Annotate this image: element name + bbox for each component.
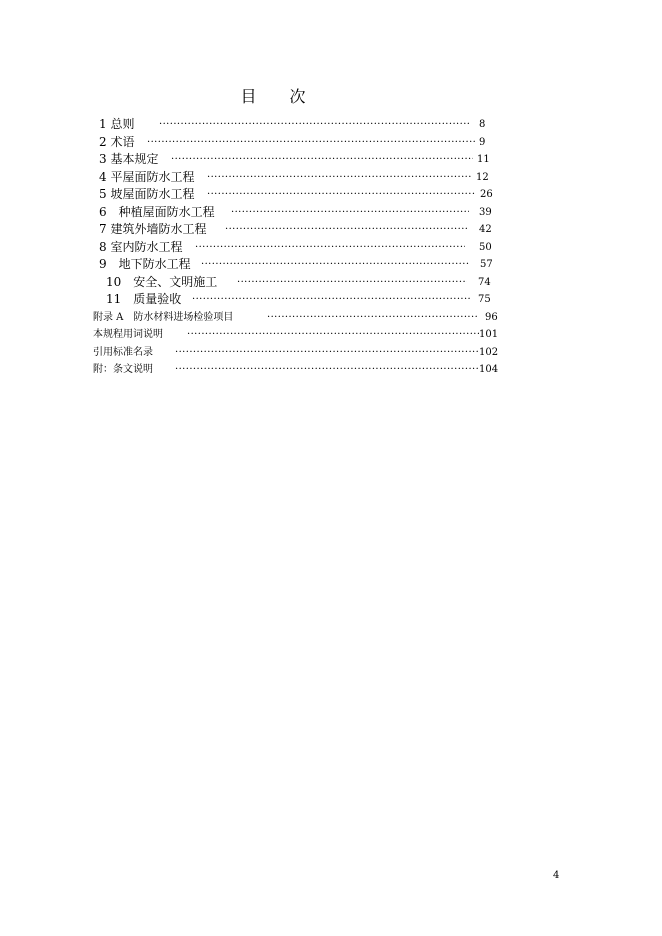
toc-entry-page: 102 — [479, 346, 499, 358]
toc-leader — [175, 344, 479, 362]
toc-entry-sloped-roof[interactable] — [99, 186, 501, 204]
toc-leader — [207, 186, 475, 204]
toc-entry-label: 7 建筑外墙防水工程 — [99, 221, 208, 239]
toc-entry-terms[interactable] — [99, 134, 501, 152]
toc-entry-label: 3 基本规定 — [99, 151, 160, 169]
toc-entry-page: 8 — [479, 119, 486, 130]
toc-entry-page: 101 — [479, 329, 499, 340]
toc-entry-safety[interactable] — [99, 274, 501, 292]
toc-entry-page: 12 — [476, 171, 489, 183]
toc-leader — [147, 134, 475, 152]
toc-entry-page: 26 — [480, 189, 493, 200]
toc-leader — [192, 291, 470, 309]
toc-entry-page: 42 — [479, 224, 492, 235]
toc-entry-label: 9 地下防水工程 — [99, 256, 193, 274]
toc-leader — [187, 326, 479, 344]
toc-entry-label: 8 室内防水工程 — [99, 239, 184, 257]
toc-leader — [175, 361, 479, 379]
toc-entry-underground[interactable] — [99, 256, 501, 274]
toc-leader — [207, 169, 471, 187]
page-number: 4 — [553, 870, 560, 881]
toc-entry-page: 104 — [479, 364, 499, 375]
toc-entry-page: 39 — [479, 206, 492, 218]
toc-entry-page: 11 — [477, 154, 490, 165]
toc-entry-label: 本规程用词说明 — [93, 326, 165, 344]
toc-leader — [195, 239, 465, 257]
toc-leader — [159, 116, 471, 134]
toc-leader — [267, 309, 477, 327]
toc-entry-label: 引用标准名录 — [93, 344, 155, 362]
toc-entry-clause-explanation[interactable] — [93, 361, 501, 379]
toc-entry-page: 96 — [485, 311, 498, 323]
toc-entry-label: 附录 A 防水材料进场检验项目 — [93, 309, 235, 327]
toc-leader — [201, 256, 469, 274]
toc-entry-page: 75 — [478, 294, 491, 305]
toc-entry-quality-acceptance[interactable] — [99, 291, 501, 309]
toc-entry-appendix-a[interactable] — [93, 309, 501, 327]
toc-leader — [231, 204, 469, 222]
toc-entry-label: 10 安全、文明施工 — [106, 274, 219, 292]
toc-title: 目 次 — [240, 87, 320, 106]
toc-entry-label: 2 术语 — [99, 134, 136, 152]
table-of-contents — [93, 116, 501, 379]
toc-entry-page: 57 — [480, 259, 493, 270]
toc-entry-label: 6 种植屋面防水工程 — [99, 204, 217, 222]
toc-entry-flat-roof[interactable] — [99, 169, 501, 187]
toc-leader — [237, 274, 467, 292]
toc-entry-label: 附：条文说明 — [93, 361, 155, 379]
toc-leader — [225, 221, 469, 239]
toc-entry-label: 4 平屋面防水工程 — [99, 169, 196, 187]
toc-entry-exterior-wall[interactable] — [99, 221, 501, 239]
toc-entry-basic-requirements[interactable] — [99, 151, 501, 169]
toc-leader — [171, 151, 473, 169]
toc-entry-referenced-standards[interactable] — [93, 344, 501, 362]
toc-entry-label: 5 坡屋面防水工程 — [99, 186, 196, 204]
toc-entry-page: 74 — [478, 276, 491, 288]
toc-entry-general-provisions[interactable] — [99, 116, 501, 134]
toc-entry-page: 9 — [479, 136, 486, 148]
toc-entry-label: 11 质量验收 — [106, 291, 183, 309]
toc-entry-planted-roof[interactable] — [99, 204, 501, 222]
toc-entry-label: 1 总则 — [99, 116, 136, 134]
toc-entry-wording-explanation[interactable] — [93, 326, 501, 344]
toc-entry-page: 50 — [479, 241, 492, 253]
toc-entry-indoor[interactable] — [99, 239, 501, 257]
